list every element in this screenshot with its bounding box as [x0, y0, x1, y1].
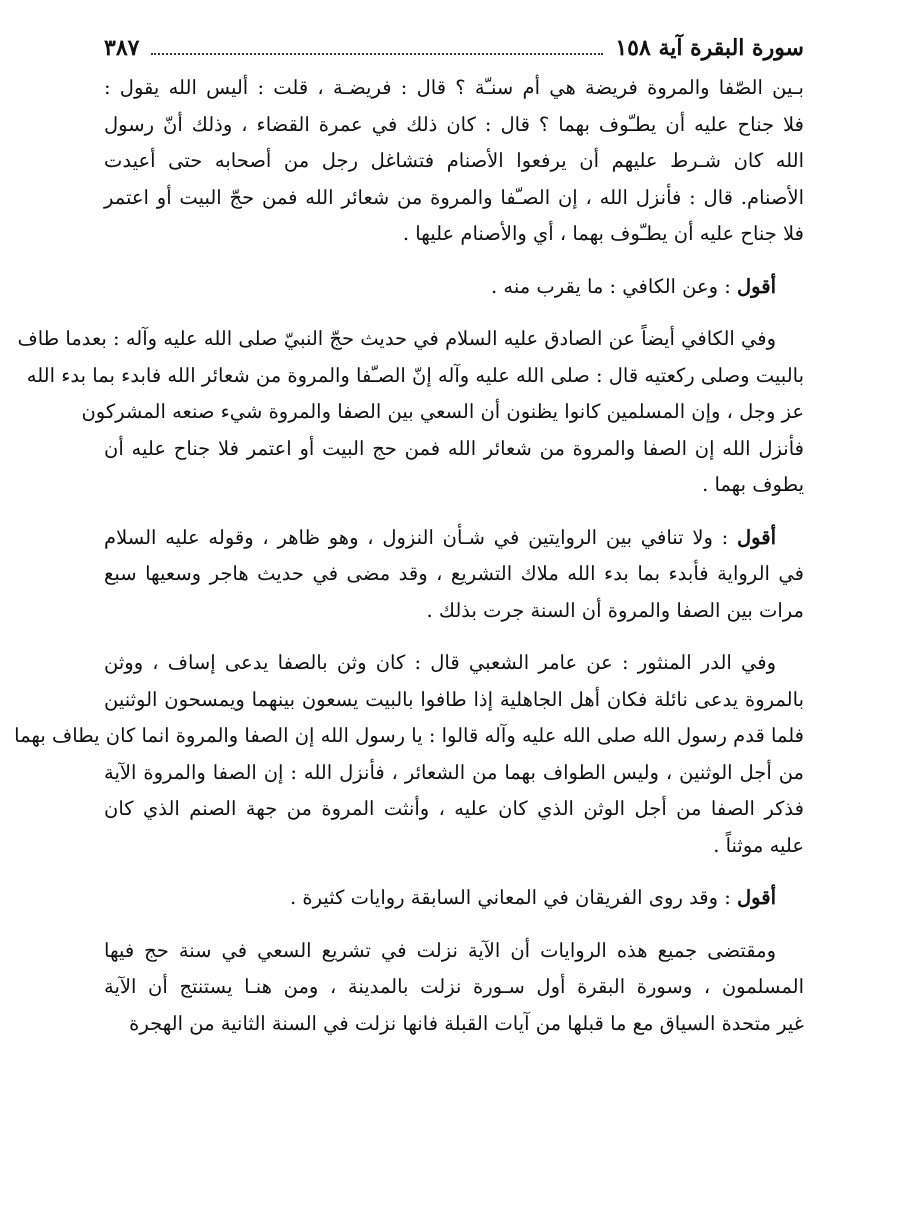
page-number: ٣٨٧: [104, 35, 140, 61]
text-line: فلا جناح عليه أن يطـّوف بهما ، أي والأصنام عليها .: [402, 222, 804, 245]
text-line: ومقتضى جميع هذه الروايات أن الآية نزلت في تشريع السعي في سنة حج فيها: [104, 938, 776, 962]
paragraph: [104, 880, 804, 917]
text-line: عليه موثناً .: [713, 833, 804, 857]
text-line: يطوف بهما .: [702, 473, 804, 496]
text-line: بالمروة يدعى نائلة فكان أهل الجاهلية إذا طافوا بالبيت يسعون بينهما ويمسحون الوثنين: [104, 687, 804, 711]
text-line: الله كان شـرط عليهم أن يرفعوا الأصنام فتشاغل رجل من أصحابه حتى أعيدت: [104, 149, 804, 172]
text-line: الأصنام. قال : فأنزل الله ، إن الصـّفا والمروة من شعائر الله فمن حجّ البيت أو اعتمر: [104, 185, 804, 209]
surah-title: سورة البقرة آية ١٥٨: [615, 35, 804, 61]
text-line-content: : ولا تنافي بين الروايتين في شـأن النزول ، وهو ظاهر ، وقوله عليه السلام: [104, 525, 738, 549]
text-line: من أجل الوثنين ، وليس الطواف بهما من الشعائر ، فأنزل الله : إن الصفا والمروة الآية: [104, 760, 804, 784]
text-line: مرات بين الصفا والمروة أن السنة جرت بذلك .: [426, 598, 804, 622]
paragraph: [104, 70, 804, 253]
text-line-content: : وقد روى الفريقان في المعاني السابقة روايات كثيرة .: [289, 886, 738, 909]
page-header: [104, 32, 804, 64]
text-line-content: : وعن الكافي : ما يقرب منه .: [490, 274, 738, 298]
text-line: غير متحدة السياق مع ما قبلها من آيات القبلة فانها نزلت في السنة الثانية من الهجرة: [129, 1011, 804, 1035]
text-line: المسلمون ، وسورة البقرة أول سـورة نزلت بالمدينة ، ومن هنـا يستنتج أن الآية: [104, 975, 804, 998]
paragraph: [104, 520, 804, 630]
page: [14, 32, 804, 1058]
text-line: بالبيت وصلى ركعتيه قال : صلى الله عليه وآله إنّ الصـّفا والمروة من شعائر الله فابدء بما بدء الله: [26, 363, 804, 387]
text-line: [104, 269, 804, 306]
text-line: عز وجل ، وإن المسلمين كانوا يظنون أن السعي بين الصفا والمروة شيء صنعه المشركون: [81, 400, 804, 423]
text-line: بـين الصّفا والمروة فريضة هي أم سنـّة ؟ قال : فريضـة ، قلت : أليس الله يقول :: [104, 76, 804, 99]
paragraph: [14, 645, 804, 864]
text-line: [104, 520, 804, 557]
paragraph: [104, 933, 804, 1043]
paragraph: [17, 321, 804, 504]
body-text: [14, 70, 804, 1042]
text-line: فأنزل الله إن الصفا والمروة من شعائر الله فمن حج البيت أو اعتمر فلا جناح عليه أن: [104, 436, 804, 460]
text-line: فلما قدم رسول الله صلى الله عليه وآله قالوا : يا رسول الله إن الصفا والمروة انما كان يطاف بهما: [14, 724, 804, 747]
aqul-label: أقول: [737, 525, 776, 549]
paragraph: [104, 269, 804, 306]
header-dotted-rule: [151, 41, 603, 55]
text-line: فذكر الصفا من أجل الوثن الذي كان عليه ، وأنثت المروة من جهة الصنم الذي كان: [104, 797, 804, 820]
text-line: وفي الدر المنثور : عن عامر الشعبي قال : كان وثن بالصفا يدعى إساف ، ووثن: [104, 651, 776, 674]
text-line: فلا جناح عليه أن يطـّوف بهما ؟ قال : كان ذلك في عمرة القضاء ، وذلك أنّ رسول: [104, 112, 804, 136]
text-line: [104, 880, 804, 917]
text-line: وفي الكافي أيضاً عن الصادق عليه السلام في حديث حجّ النبيّ صلى الله عليه وآله : بعدما طاف: [17, 327, 776, 350]
aqul-label: أقول: [737, 274, 776, 298]
text-line: في الرواية فأبدء بما بدء الله ملاك التشريع ، وقد مضى في حديث هاجر وسعيها سبع: [104, 562, 804, 585]
aqul-label: أقول: [737, 886, 776, 909]
